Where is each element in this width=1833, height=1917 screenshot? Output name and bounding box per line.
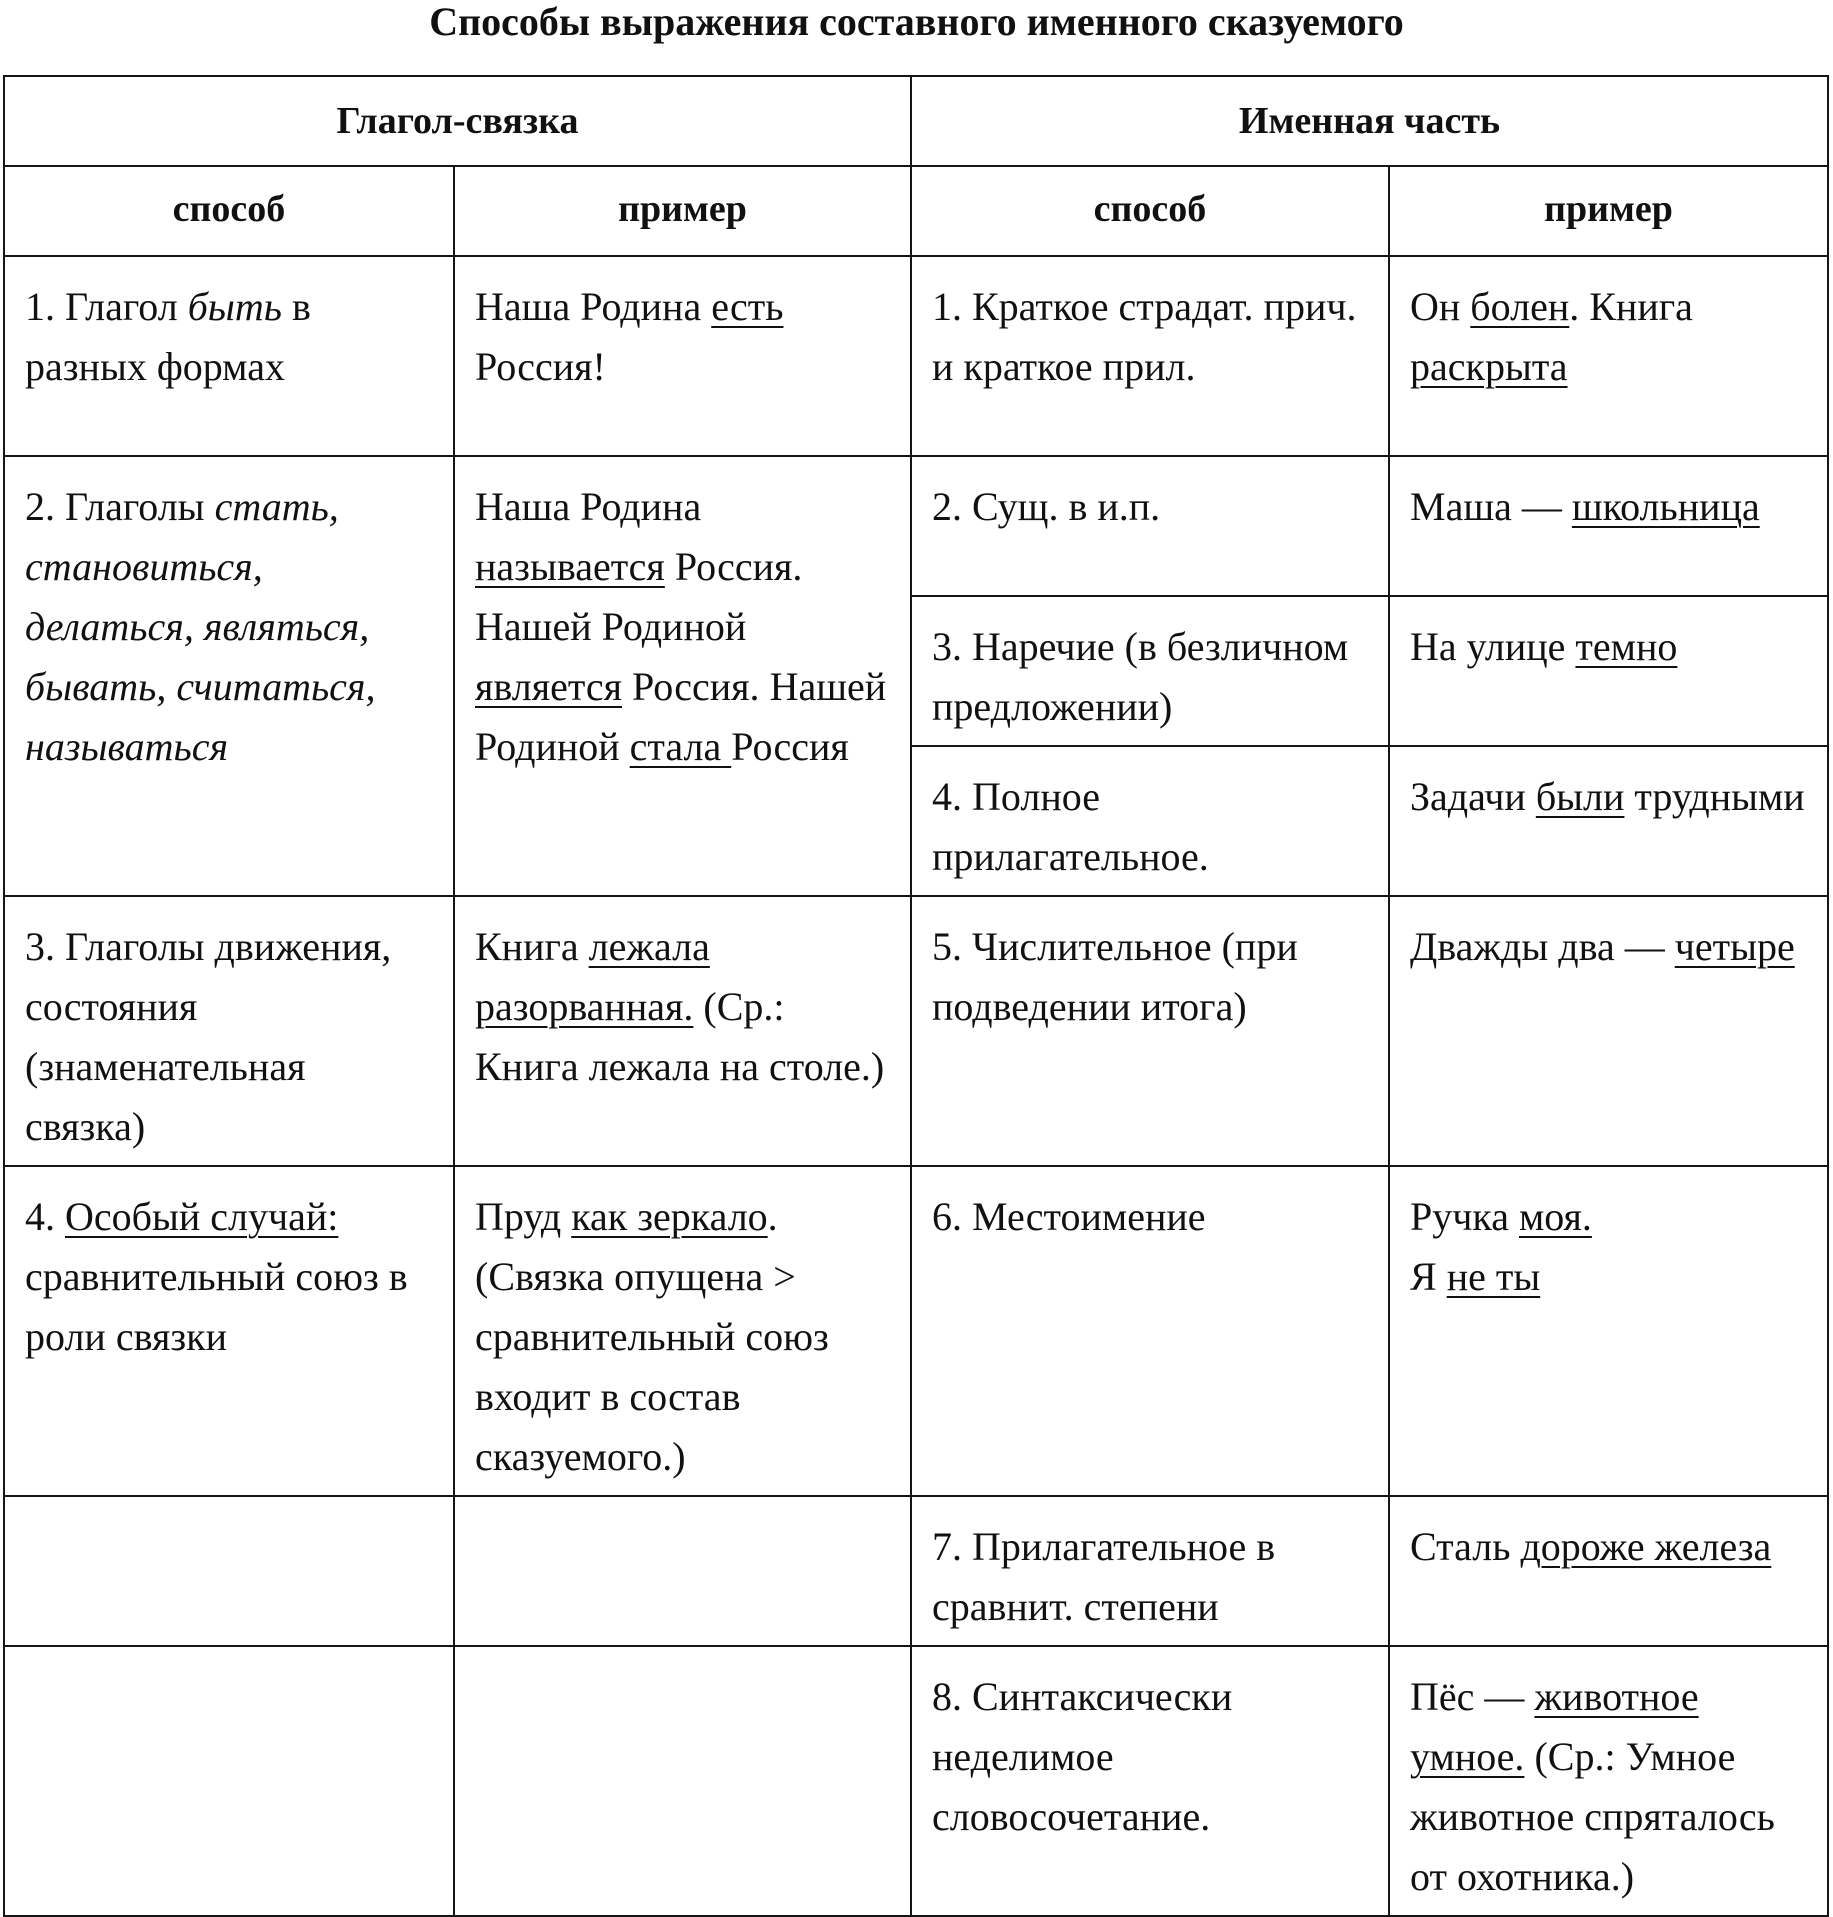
copula-method-2: 2. Глаголы стать, становиться, делаться, являться, бывать, считаться, называться bbox=[4, 456, 454, 896]
nominal-method-2: 2. Сущ. в и.п. bbox=[911, 456, 1389, 596]
page-title: Способы выражения составного именного сказуемого bbox=[429, 0, 1404, 44]
copula-example-2: Наша Родина называется Россия. Нашей Родиной является Россия. Нашей Родиной стала Россия bbox=[454, 456, 911, 896]
group-header-row bbox=[4, 76, 1828, 166]
nominal-method-1: 1. Краткое страдат. прич. и краткое прил. bbox=[911, 256, 1389, 456]
header-nominal-method: способ bbox=[911, 166, 1389, 256]
nominal-example-3: На улице темно bbox=[1389, 596, 1828, 746]
nominal-method-4: 4. Полное прилагательное. bbox=[911, 746, 1389, 896]
header-copula-example: пример bbox=[454, 166, 911, 256]
nominal-method-3: 3. Наречие (в безличном предложении) bbox=[911, 596, 1389, 746]
nominal-method-8: 8. Синтаксически неделимое словосочетание. bbox=[911, 1646, 1389, 1916]
table-row bbox=[4, 256, 1828, 456]
empty-cell bbox=[454, 1496, 911, 1646]
header-copula: Глагол-связка bbox=[4, 76, 911, 166]
nominal-example-6: Ручка моя. Я не ты bbox=[1389, 1166, 1828, 1496]
sub-header-row bbox=[4, 166, 1828, 256]
nominal-example-5: Дважды два — четыре bbox=[1389, 896, 1828, 1166]
copula-example-1: Наша Родина есть Россия! bbox=[454, 256, 911, 456]
nominal-example-1: Он болен. Книга раскрыта bbox=[1389, 256, 1828, 456]
predicate-table bbox=[3, 75, 1829, 1917]
copula-example-4: Пруд как зеркало. (Связка опущена > сравнительный союз входит в состав сказуемого.) bbox=[454, 1166, 911, 1496]
copula-method-4: 4. Особый случай: сравнительный союз в роли связки bbox=[4, 1166, 454, 1496]
header-nominal-part: Именная часть bbox=[911, 76, 1828, 166]
table-row bbox=[4, 896, 1828, 1166]
table-row bbox=[4, 1646, 1828, 1916]
nominal-example-2: Маша — школьница bbox=[1389, 456, 1828, 596]
copula-method-1: 1. Глагол быть в разных формах bbox=[4, 256, 454, 456]
nominal-method-5: 5. Числительное (при подведении итога) bbox=[911, 896, 1389, 1166]
table-row bbox=[4, 1166, 1828, 1496]
nominal-method-7: 7. Прилагательное в сравнит. степени bbox=[911, 1496, 1389, 1646]
copula-example-3: Книга лежала разорванная. (Ср.: Книга лежала на столе.) bbox=[454, 896, 911, 1166]
header-copula-method: способ bbox=[4, 166, 454, 256]
nominal-example-8: Пёс — животное умное. (Ср.: Умное животное спряталось от охотника.) bbox=[1389, 1646, 1828, 1916]
header-nominal-example: пример bbox=[1389, 166, 1828, 256]
empty-cell bbox=[454, 1646, 911, 1916]
empty-cell bbox=[4, 1646, 454, 1916]
nominal-example-7: Сталь дороже железа bbox=[1389, 1496, 1828, 1646]
table-row bbox=[4, 456, 1828, 596]
empty-cell bbox=[4, 1496, 454, 1646]
table-row bbox=[4, 1496, 1828, 1646]
nominal-method-6: 6. Местоимение bbox=[911, 1166, 1389, 1496]
nominal-example-4: Задачи были трудными bbox=[1389, 746, 1828, 896]
copula-method-3: 3. Глаголы движения, состояния (знаменательная связка) bbox=[4, 896, 454, 1166]
